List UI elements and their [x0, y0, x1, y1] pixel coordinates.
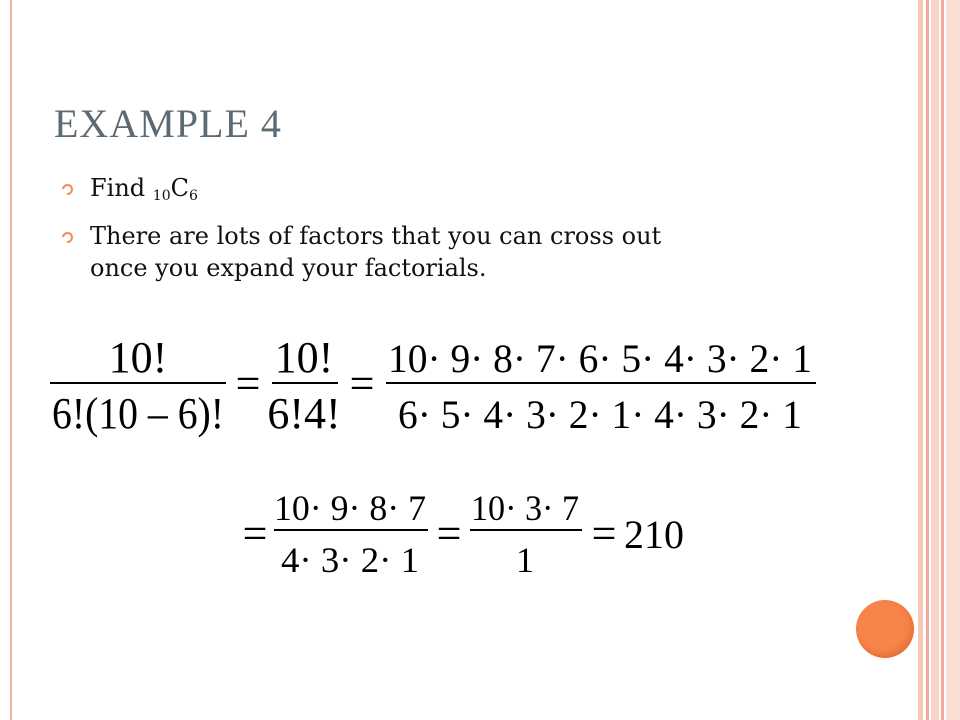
- equals-sign: =: [436, 509, 462, 558]
- equals-sign: =: [242, 509, 268, 558]
- equals-sign: =: [591, 509, 617, 558]
- fraction3-denominator: 6· 5· 4· 3· 2· 1· 4· 3· 2· 1: [398, 392, 802, 437]
- combination-r: 6: [188, 188, 198, 204]
- fraction4-numerator: 10· 9· 8· 7: [274, 488, 426, 528]
- combination-n: 10: [152, 188, 171, 204]
- fraction1-numerator: 10!: [108, 333, 168, 382]
- combination-letter: C: [170, 174, 189, 202]
- equals-sign: =: [349, 359, 375, 408]
- bullet-find-prefix: Find: [90, 174, 153, 202]
- fraction2-numerator: 10!: [274, 333, 334, 382]
- slide-title: EXAMPLE 4: [54, 101, 282, 146]
- fraction5-numerator: 10· 3· 7: [471, 488, 579, 528]
- fraction1-denominator: 6!(10 – 6)!: [52, 389, 224, 438]
- bullet-factors-line2: once you expand your factorials.: [90, 254, 487, 282]
- fraction5-denominator: 1: [516, 540, 534, 580]
- fraction4-denominator: 4· 3· 2· 1: [281, 540, 419, 580]
- result-value: 210: [624, 512, 684, 557]
- bullet-factors-line1: There are lots of factors that you can cross out: [90, 222, 662, 250]
- fraction3-numerator: 10· 9· 8· 7· 6· 5· 4· 3· 2· 1: [388, 336, 812, 381]
- fraction2-denominator: 6!4!: [267, 389, 341, 438]
- equals-sign: =: [235, 359, 261, 408]
